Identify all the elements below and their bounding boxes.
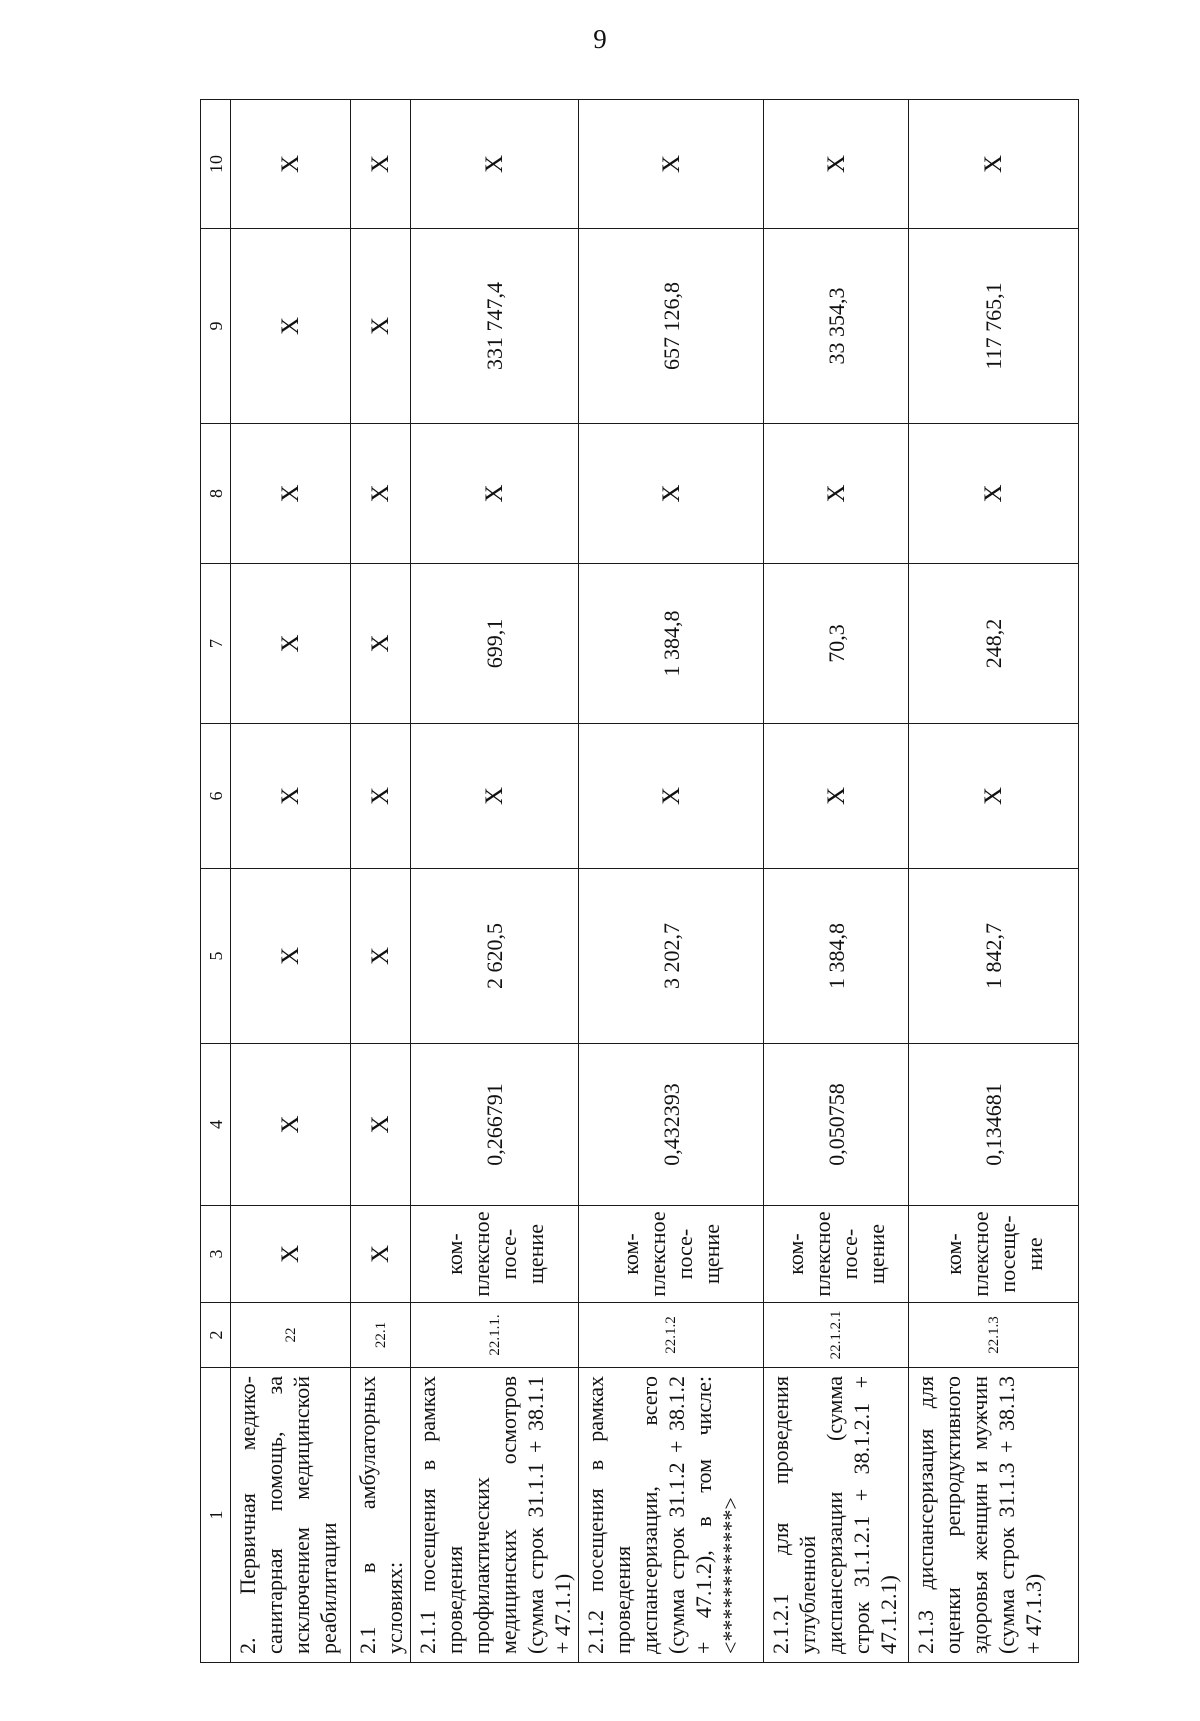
table-cell: Х [909,100,1079,229]
column-number: 9 [201,229,231,424]
column-number: 8 [201,424,231,564]
table-cell: Х [351,869,411,1044]
table-cell: Х [231,869,351,1044]
table-row [909,100,1079,1663]
table-cell: Х [411,724,579,869]
table-cell: 0,266791 [411,1044,579,1206]
row-unit: Х [231,1206,351,1303]
row-unit: ком-плексное посе-щение [411,1206,579,1303]
table-cell: 3 202,7 [579,869,764,1044]
row-code: 22.1.3 [909,1303,1079,1368]
row-unit: ком-плексное посеще-ние [909,1206,1079,1303]
table-row [231,100,351,1663]
table-cell: Х [231,229,351,424]
table-cell: 0,134681 [909,1044,1079,1206]
table-cell: Х [351,100,411,229]
table-cell: Х [764,424,909,564]
row-code: 22.1.2.1 [764,1303,909,1368]
table-cell: Х [579,724,764,869]
column-number: 5 [201,869,231,1044]
row-name: 2.1.2 посещения в рамках проведения диспансеризации, всего (сумма строк 31.1.2 + 38.1.2 + 47.1.2), в том числе: <************> [579,1368,764,1663]
table-cell: Х [231,1044,351,1206]
row-name: 2.1.1 посещения в рамках проведения профилактических медицинских осмотров (сумма строк 31.1.1 + 38.1.1 + 47.1.1) [411,1368,579,1663]
row-code: 22.1 [351,1303,411,1368]
data-table [200,99,1079,1663]
row-unit: Х [351,1206,411,1303]
column-number: 4 [201,1044,231,1206]
row-unit: ком-плексное посе-щение [579,1206,764,1303]
column-number: 10 [201,100,231,229]
table-row [411,100,579,1663]
row-code: 22.1.1. [411,1303,579,1368]
column-number: 6 [201,724,231,869]
table-cell: Х [351,724,411,869]
table-cell: 2 620,5 [411,869,579,1044]
column-number: 1 [201,1368,231,1663]
table-row [764,100,909,1663]
data-table-rotated [200,100,1065,1663]
table-row [351,100,411,1663]
table-cell: 117 765,1 [909,229,1079,424]
header-row [201,100,231,1663]
table-row [579,100,764,1663]
table-cell: 248,2 [909,564,1079,724]
table-cell: Х [351,564,411,724]
table-cell: 331 747,4 [411,229,579,424]
page-number: 9 [593,24,607,54]
table-cell: 1 384,8 [579,564,764,724]
column-number: 7 [201,564,231,724]
table-cell: Х [351,1044,411,1206]
table-cell: Х [411,424,579,564]
table-cell: Х [351,424,411,564]
table-cell: Х [579,424,764,564]
row-code: 22.1.2 [579,1303,764,1368]
table-cell: 0,432393 [579,1044,764,1206]
column-number: 2 [201,1303,231,1368]
row-code: 22 [231,1303,351,1368]
table-cell: Х [764,724,909,869]
table-cell: Х [231,424,351,564]
table-cell: Х [579,100,764,229]
table-cell: 0,050758 [764,1044,909,1206]
table-cell: 1 384,8 [764,869,909,1044]
row-name: 2.1.3 диспансеризация для оценки репродуктивного здоровья женщин и мужчин (сумма строк 31.1.3 + 38.1.3 + 47.1.3) [909,1368,1079,1663]
column-number: 3 [201,1206,231,1303]
row-name: 2.1.2.1 для проведения углубленной диспансеризации (сумма строк 31.1.2.1 + 38.1.2.1 + 47.1.2.1) [764,1368,909,1663]
row-name: 2.1 в амбулаторных условиях: [351,1368,411,1663]
table-cell: Х [764,100,909,229]
row-unit: ком-плексное посе-щение [764,1206,909,1303]
table-cell: 1 842,7 [909,869,1079,1044]
table-cell: 70,3 [764,564,909,724]
table-cell: Х [909,724,1079,869]
table-cell: Х [411,100,579,229]
table-cell: Х [351,229,411,424]
table-cell: 699,1 [411,564,579,724]
table-cell: Х [231,100,351,229]
table-cell: 33 354,3 [764,229,909,424]
table-cell: Х [909,424,1079,564]
table-cell: 657 126,8 [579,229,764,424]
row-name: 2. Первичная медико-санитарная помощь, за исключением медицинской реабилитации [231,1368,351,1663]
table-cell: Х [231,724,351,869]
table-cell: Х [231,564,351,724]
